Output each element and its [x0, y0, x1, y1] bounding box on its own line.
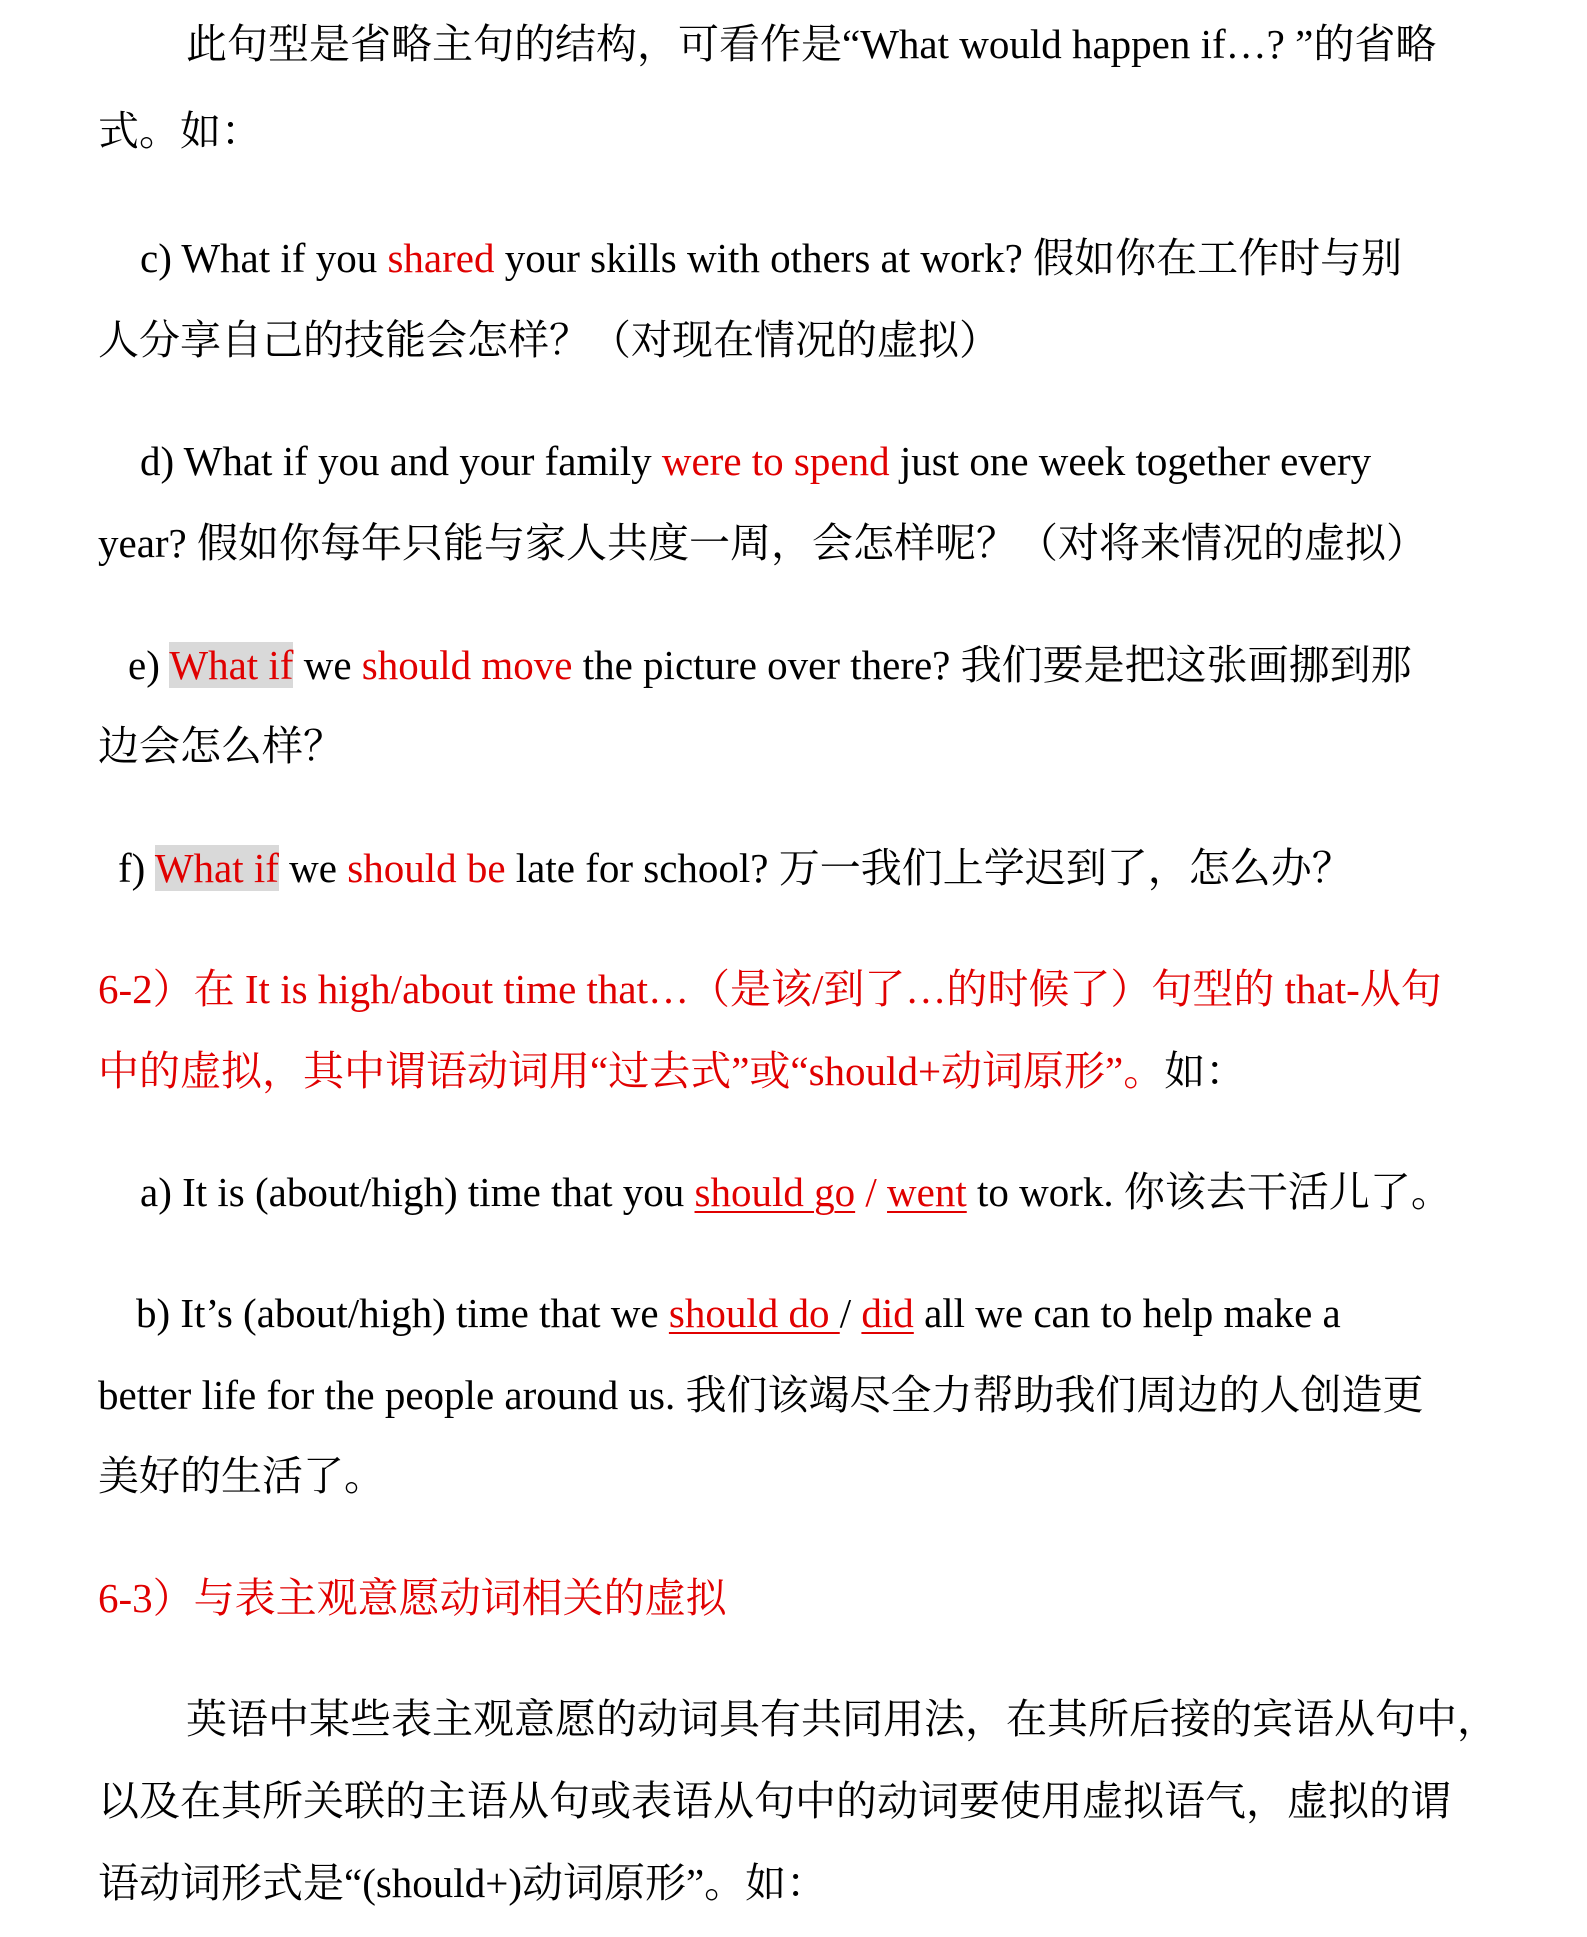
example-62b-text: b) It’s (about/high) time that we — [136, 1290, 669, 1336]
intro-line-2: 式。如： — [98, 108, 262, 154]
example-f-text-rest: late for school? 万一我们上学迟到了，怎么办？ — [505, 845, 1353, 891]
example-f-line-1 — [118, 840, 1353, 896]
example-e-verb: should move — [361, 642, 573, 688]
heading-6-2-ru: 如： — [1164, 1048, 1247, 1094]
example-c-line-1 — [140, 230, 1402, 286]
example-d-text: d) What if you and your family — [140, 438, 662, 484]
example-62a-went: went — [887, 1169, 967, 1215]
example-62a-should-go: should go — [694, 1169, 856, 1215]
heading-6-3: 6-3）与表主观意愿动词相关的虚拟 — [98, 1575, 727, 1621]
example-d-verb: were to spend — [661, 438, 890, 484]
example-62a-slash: / — [855, 1169, 888, 1215]
example-62a-text-rest: to work. 你该去干活儿了。 — [966, 1169, 1452, 1215]
example-62a-text: a) It is (about/high) time that you — [140, 1169, 695, 1215]
example-62b-line-1 — [136, 1285, 1341, 1341]
heading-6-2-line-2 — [98, 1043, 1246, 1099]
example-c-text-rest: your skills with others at work? 假如你在工作时与别 — [494, 235, 1403, 281]
example-62b-line-3: 美好的生活了。 — [98, 1453, 385, 1499]
example-f-label: f) — [118, 845, 155, 891]
example-e-line-1 — [128, 637, 1412, 693]
intro-line-1: 此句型是省略主句的结构，可看作是“What would happen if…? ”的省略 — [186, 21, 1437, 67]
example-d-line-1 — [140, 433, 1371, 489]
example-e-what-if: What if — [169, 642, 294, 688]
heading-6-2-text: 中的虚拟，其中谓语动词用“过去式”或“should+动词原形”。 — [98, 1048, 1165, 1094]
para2-line-3: 语动词形式是“(should+)动词原形”。如： — [98, 1860, 828, 1906]
heading-6-2-line-1: 6-2）在 It is high/about time that…（是该/到了…的时候了）句型的 that-从句 — [98, 966, 1442, 1012]
example-e-we: we — [293, 642, 362, 688]
example-e-text-rest: the picture over there? 我们要是把这张画挪到那 — [572, 642, 1412, 688]
para2-line-2: 以及在其所关联的主语从句或表语从句中的动词要使用虚拟语气，虚拟的谓 — [98, 1778, 1451, 1824]
example-62b-should-do: should do — [668, 1290, 840, 1336]
example-f-we: we — [278, 845, 348, 891]
example-c-line-2: 人分享自己的技能会怎样？（对现在情况的虚拟） — [98, 317, 1000, 363]
para2-line-1: 英语中某些表主观意愿的动词具有共同用法，在其所后接的宾语从句中， — [186, 1696, 1498, 1742]
example-f-verb: should be — [347, 845, 506, 891]
example-62b-did: did — [861, 1290, 914, 1336]
example-e-label: e) — [128, 642, 170, 688]
example-c-verb: shared — [387, 235, 495, 281]
example-62b-slash: / — [839, 1290, 862, 1336]
example-c-text: c) What if you — [140, 235, 388, 281]
example-62b-text-rest: all we can to help make a — [913, 1290, 1341, 1336]
example-d-text-rest: just one week together every — [889, 438, 1372, 484]
example-62b-line-2: better life for the people around us. 我们该竭尽全力帮助我们周边的人创造更 — [98, 1372, 1424, 1418]
example-62a-line — [140, 1164, 1452, 1220]
example-f-what-if: What if — [154, 845, 279, 891]
example-d-line-2: year? 假如你每年只能与家人共度一周，会怎样呢？（对将来情况的虚拟） — [98, 520, 1427, 566]
example-e-line-2: 边会怎么样？ — [98, 723, 344, 769]
